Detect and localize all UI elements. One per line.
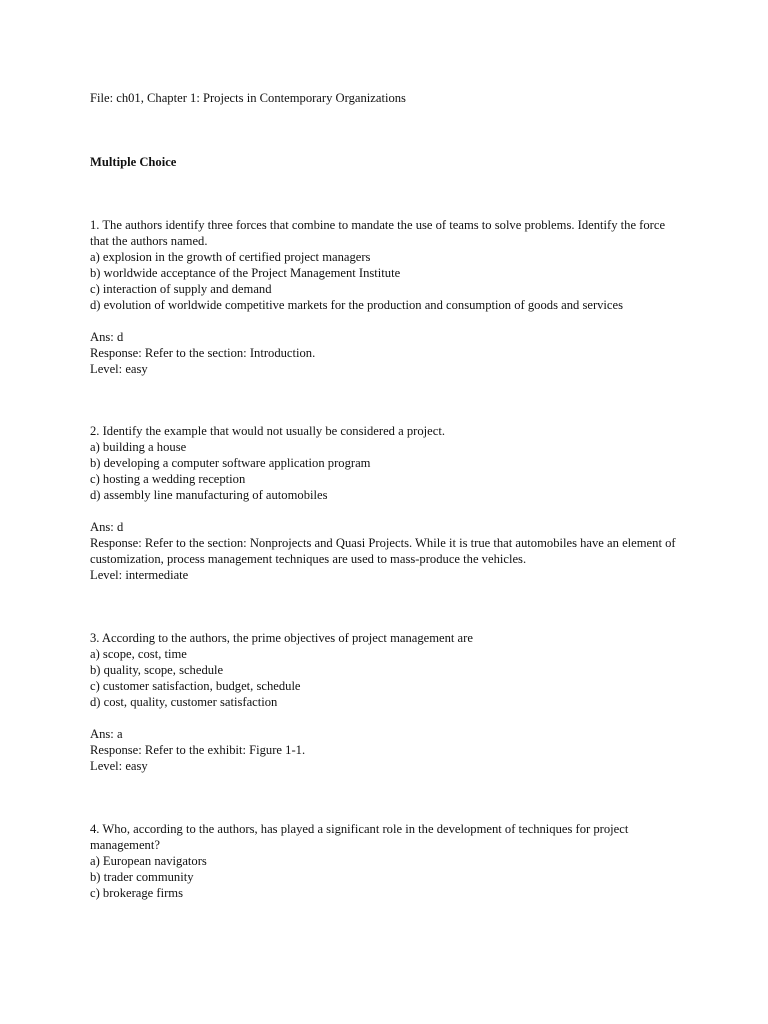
answer-option-b: b) worldwide acceptance of the Project Management Institute	[90, 266, 401, 280]
answer-key: Ans: d	[90, 520, 124, 534]
file-header: File: ch01, Chapter 1: Projects in Contemporary Organizations	[90, 91, 406, 105]
question-1	[90, 217, 682, 377]
answer-response: Response: Refer to the exhibit: Figure 1-1.	[90, 743, 306, 757]
answer-option-c: c) interaction of supply and demand	[90, 282, 272, 296]
answer-option-a: a) scope, cost, time	[90, 647, 187, 661]
answer-option-d: d) assembly line manufacturing of automobiles	[90, 488, 328, 502]
question-feedback	[90, 329, 682, 377]
answer-key: Ans: d	[90, 330, 124, 344]
answer-option-b: b) quality, scope, schedule	[90, 663, 224, 677]
answer-response: Response: Refer to the section: Nonprojects and Quasi Projects. While it is true that automobiles have an element of customization, process management techniques are used to mass-produce the vehicles.	[90, 536, 676, 566]
question-feedback	[90, 726, 682, 774]
question-4	[90, 821, 682, 901]
answer-option-a: a) building a house	[90, 440, 187, 454]
answer-key: Ans: a	[90, 727, 123, 741]
answer-option-c: c) customer satisfaction, budget, schedule	[90, 679, 301, 693]
answer-option-b: b) trader community	[90, 870, 194, 884]
difficulty-level: Level: intermediate	[90, 568, 189, 582]
answer-option-a: a) European navigators	[90, 854, 207, 868]
question-feedback	[90, 519, 682, 583]
difficulty-level: Level: easy	[90, 759, 148, 773]
answer-option-a: a) explosion in the growth of certified project managers	[90, 250, 371, 264]
question-stem: 3. According to the authors, the prime objectives of project management are	[90, 631, 473, 645]
section-heading: Multiple Choice	[90, 155, 177, 169]
question-stem: 4. Who, according to the authors, has played a significant role in the development of techniques for project management?	[90, 822, 629, 852]
answer-response: Response: Refer to the section: Introduction.	[90, 346, 316, 360]
question-stem: 2. Identify the example that would not usually be considered a project.	[90, 424, 445, 438]
question-3	[90, 630, 682, 774]
answer-option-b: b) developing a computer software application program	[90, 456, 371, 470]
answer-option-c: c) brokerage firms	[90, 886, 184, 900]
question-2	[90, 423, 682, 583]
answer-option-c: c) hosting a wedding reception	[90, 472, 246, 486]
question-stem: 1. The authors identify three forces that combine to mandate the use of teams to solve problems. Identify the force that the authors named.	[90, 218, 666, 248]
difficulty-level: Level: easy	[90, 362, 148, 376]
answer-option-d: d) evolution of worldwide competitive markets for the production and consumption of goods and services	[90, 298, 624, 312]
answer-option-d: d) cost, quality, customer satisfaction	[90, 695, 278, 709]
